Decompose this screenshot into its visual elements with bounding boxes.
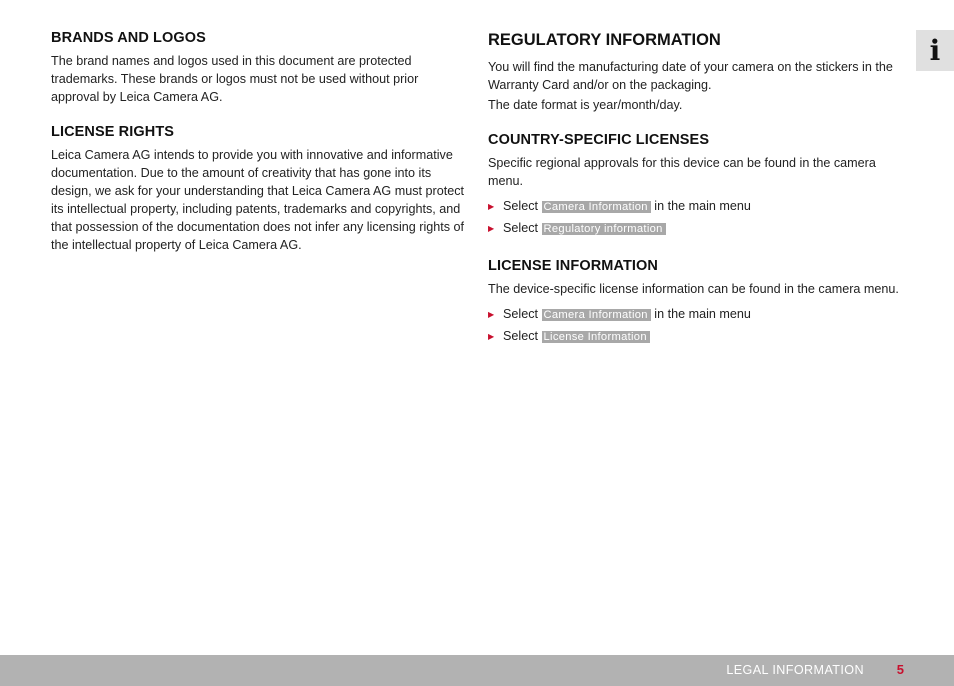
menu-item-regulatory-information: Regulatory information <box>542 223 666 235</box>
step-prefix: Select <box>503 199 539 213</box>
menu-item-camera-information: Camera Information <box>542 309 651 321</box>
country-licenses-steps <box>488 196 908 240</box>
country-licenses-body: Specific regional approvals for this device can be found in the camera menu. <box>488 156 876 188</box>
menu-item-license-information: License Information <box>542 331 650 343</box>
step-suffix: in the main menu <box>654 199 751 213</box>
brands-heading: BRANDS AND LOGOS <box>51 30 206 46</box>
license-info-heading: LICENSE INFORMATION <box>488 258 658 274</box>
license-info-section <box>488 258 908 348</box>
step-suffix: in the main menu <box>654 307 751 321</box>
left-column <box>51 30 469 272</box>
bullet-arrow-icon: ▶ <box>488 332 495 341</box>
regulatory-body-1: You will find the manufacturing date of your camera on the stickers in the Warranty Card and/or on the packaging. <box>488 60 893 92</box>
footer-section-label: LEGAL INFORMATION <box>726 663 864 677</box>
regulatory-section <box>488 31 908 114</box>
brands-body: The brand names and logos used in this document are protected trademarks. These brands or logos must not be used without prior approval by Leica Camera AG. <box>51 54 419 104</box>
menu-item-camera-information: Camera Information <box>542 201 651 213</box>
bullet-arrow-icon: ▶ <box>488 224 495 233</box>
country-licenses-section <box>488 132 908 240</box>
info-section-tab[interactable] <box>916 30 954 71</box>
step-prefix: Select <box>503 221 539 235</box>
right-column <box>488 30 908 366</box>
page-footer <box>0 655 954 686</box>
license-info-body: The device-specific license information can be found in the camera menu. <box>488 282 899 296</box>
info-icon: i <box>929 33 941 67</box>
list-item <box>488 196 908 218</box>
list-item <box>488 304 908 326</box>
bullet-arrow-icon: ▶ <box>488 310 495 319</box>
bullet-arrow-icon: ▶ <box>488 202 495 211</box>
brands-section <box>51 30 469 106</box>
license-rights-section <box>51 124 469 254</box>
license-rights-body: Leica Camera AG intends to provide you with innovative and informative documentation. Due to the amount of creativity that has gone into its design, we ask for your understanding that Leica Camera AG must protect its intellectual property, including patents, trademarks and copyrights, and that possession of the documentation does not infer any licensing rights of the intellectual property of Leica Camera AG. <box>51 148 465 252</box>
page-number: 5 <box>896 662 904 677</box>
country-licenses-heading: COUNTRY-SPECIFIC LICENSES <box>488 132 710 148</box>
regulatory-body-2: The date format is year/month/day. <box>488 98 683 112</box>
regulatory-heading: REGULATORY INFORMATION <box>488 31 721 49</box>
list-item <box>488 326 908 348</box>
step-prefix: Select <box>503 307 539 321</box>
list-item <box>488 218 908 240</box>
license-info-steps <box>488 304 908 348</box>
license-rights-heading: LICENSE RIGHTS <box>51 124 175 140</box>
step-prefix: Select <box>503 329 539 343</box>
